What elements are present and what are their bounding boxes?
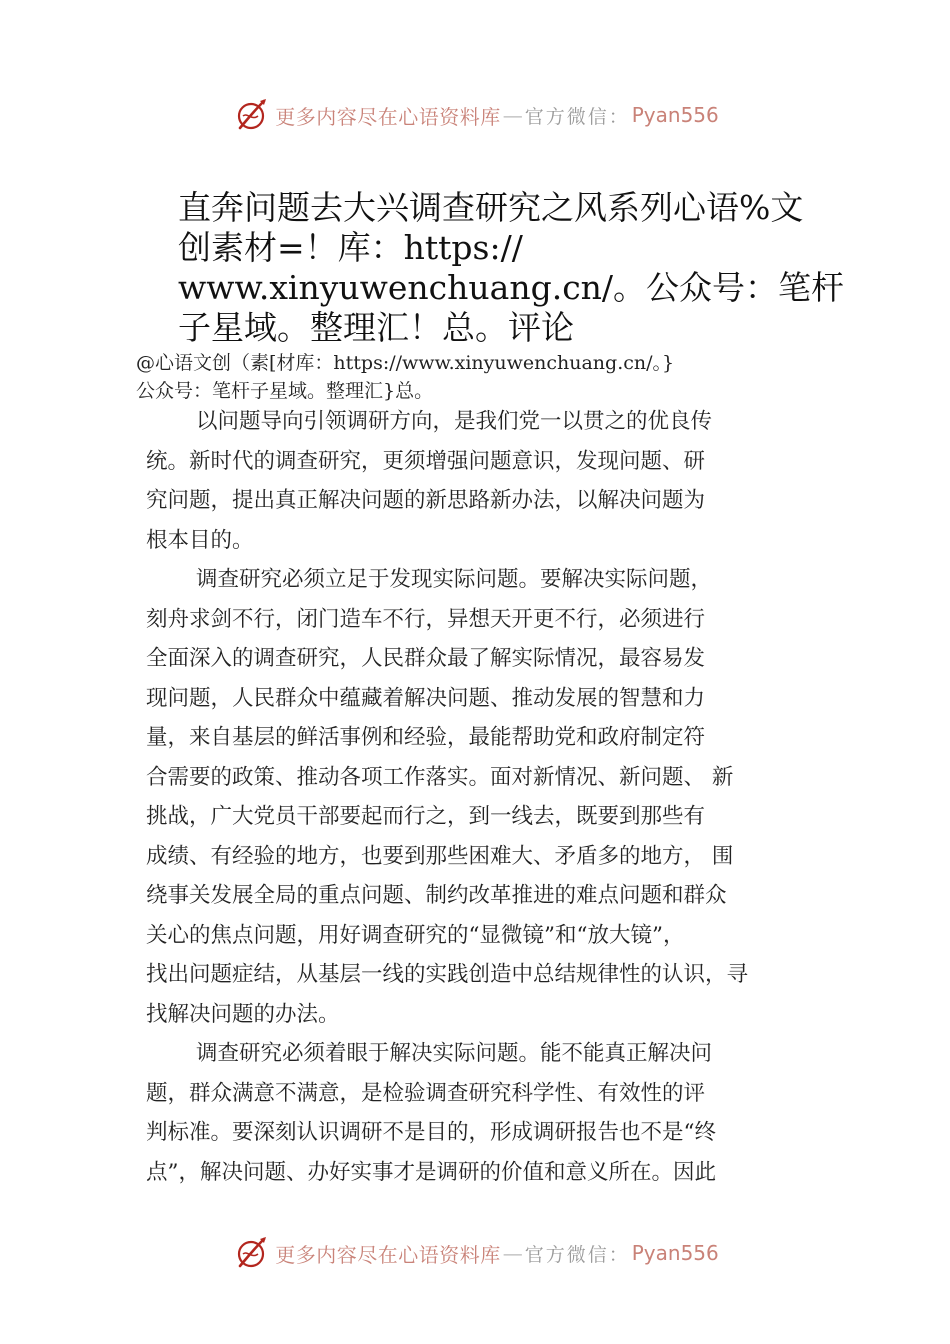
body-line: 究问题，提出真正解决问题的新思路新办法，以解决问题为 <box>146 488 706 513</box>
title-line: 子星域。整理汇！总。评论 <box>178 308 574 347</box>
body-line: 调查研究必须着眼于解决实际问题。能不能真正解决问 <box>196 1041 713 1066</box>
source-line: 公众号：笔杆子星域。整理汇}总。 <box>136 380 434 402</box>
body-line: 点”，解决问题、办好实事才是调研的价值和意义所在。因此 <box>146 1159 716 1185</box>
banner-label: 官方微信： <box>524 105 630 128</box>
banner-text: 更多内容尽在心语资料库 <box>275 104 501 129</box>
body-line: 绕事关发展全局的重点问题、制约改革推进的难点问题和群众 <box>146 883 727 908</box>
banner-wechat-id: Pyan556 <box>631 103 719 127</box>
document-body <box>146 402 826 1192</box>
banner-dash: — <box>502 103 523 127</box>
source-line: @心语文创（素[材库：https://www.xinyuwenchuang.cn/。} <box>136 352 675 374</box>
title-line: www.xinyuwenchuang.cn/。公众号：笔杆 <box>178 268 845 307</box>
body-line: 关心的焦点问题，用好调查研究的“显微镜”和“放大镜”， <box>146 922 685 948</box>
body-line: 成绩、有经验的地方，也要到那些困难大、矛盾多的地方， 围 <box>146 843 734 869</box>
header-banner <box>0 93 950 137</box>
title-line: 直奔问题去大兴调查研究之风系列心语%文 <box>178 188 804 227</box>
banner-dash: — <box>502 1241 523 1265</box>
banner-text: 更多内容尽在心语资料库 <box>275 1242 501 1267</box>
body-line: 找出问题症结，从基层一线的实践创造中总结规律性的认识，寻 <box>146 962 749 987</box>
pen-logo-icon <box>231 1233 271 1273</box>
body-line: 量，来自基层的鲜活事例和经验，最能帮助党和政府制定符 <box>146 725 706 750</box>
body-line: 调查研究必须立足于发现实际问题。要解决实际问题， <box>196 567 713 592</box>
pen-logo-icon <box>231 95 271 135</box>
body-line: 合需要的政策、推动各项工作落实。面对新情况、新问题、 新 <box>146 764 734 790</box>
body-line: 刻舟求剑不行，闭门造车不行，异想天开更不行，必须进行 <box>146 606 706 632</box>
document-title <box>178 188 868 348</box>
source-note <box>136 349 836 405</box>
body-line: 统。新时代的调查研究，更须增强问题意识，发现问题、研 <box>146 448 706 474</box>
title-line: 创素材=！库：https:// <box>178 228 523 267</box>
body-line: 以问题导向引领调研方向，是我们党一以贯之的优良传 <box>196 409 713 434</box>
body-line: 全面深入的调查研究，人民群众最了解实际情况，最容易发 <box>146 646 706 671</box>
banner-wechat-id: Pyan556 <box>631 1241 719 1265</box>
body-line: 挑战，广大党员干部要起而行之，到一线去，既要到那些有 <box>146 804 706 829</box>
banner-label: 官方微信： <box>524 1243 630 1266</box>
body-line: 判标准。要深刻认识调研不是目的，形成调研报告也不是“终 <box>146 1120 716 1145</box>
body-line: 题，群众满意不满意，是检验调查研究科学性、有效性的评 <box>146 1080 706 1106</box>
body-line: 现问题，人民群众中蕴藏着解决问题、推动发展的智慧和力 <box>146 685 706 711</box>
body-line: 根本目的。 <box>146 527 254 553</box>
footer-banner <box>0 1231 950 1275</box>
body-line: 找解决问题的办法。 <box>146 1001 340 1027</box>
